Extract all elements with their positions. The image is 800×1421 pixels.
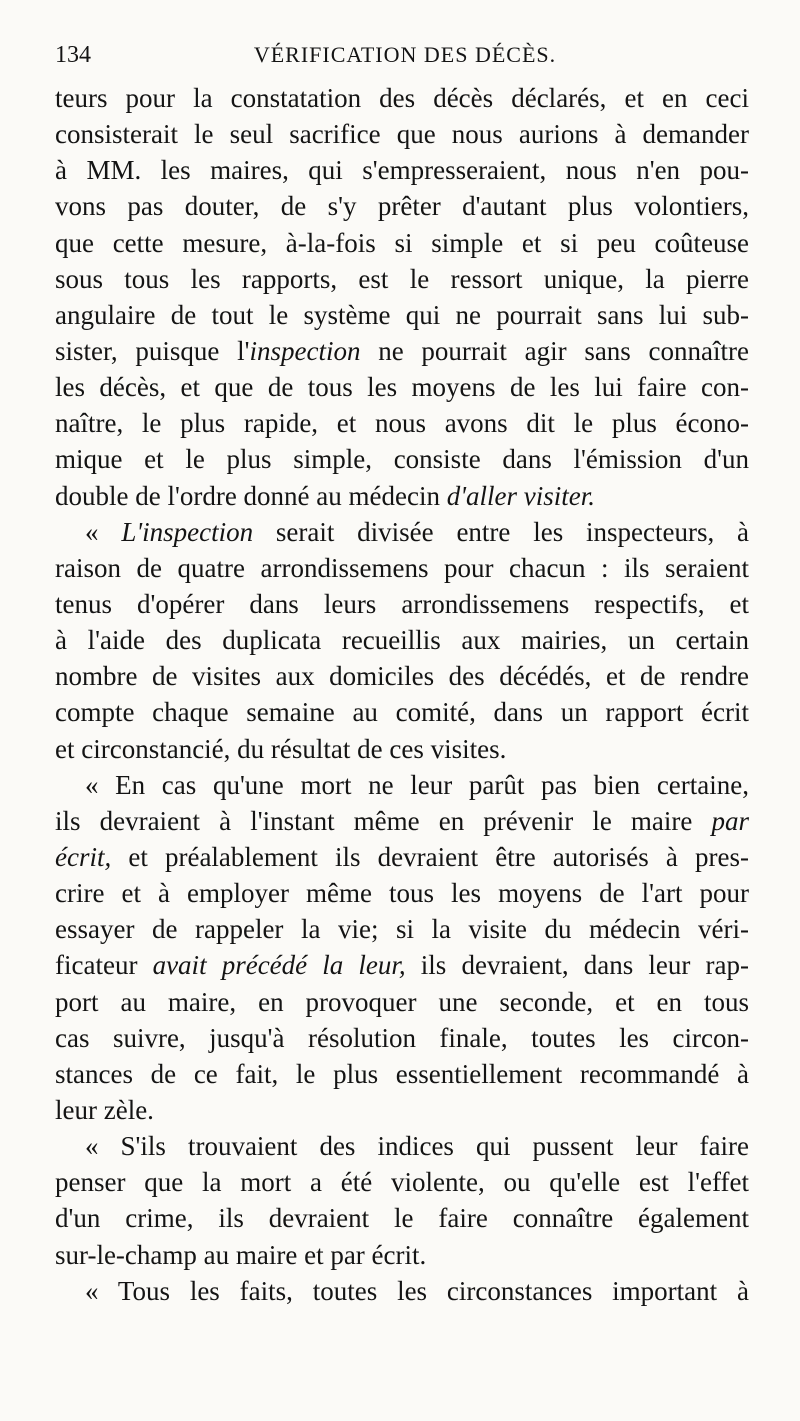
running-title: VÉRIFICATION DES DÉCÈS. — [253, 42, 557, 67]
italic-text: avait précédé la leur, — [152, 950, 406, 981]
text-line — [55, 875, 749, 911]
text-segment: crire et à employer même tous les moyens de l'art pour — [55, 878, 749, 909]
text-line — [55, 658, 749, 694]
text-line — [55, 1020, 749, 1056]
text-segment: ils devraient, dans leur rap- — [405, 950, 749, 981]
body-text — [55, 80, 749, 1309]
text-line — [55, 803, 749, 839]
text-line — [55, 261, 749, 297]
text-segment: sous tous les rapports, est le ressort unique, la pierre — [55, 263, 749, 294]
text-line — [55, 1237, 749, 1273]
italic-text: d'aller visiter. — [446, 480, 595, 511]
text-line — [55, 1128, 749, 1164]
text-segment: sister, puisque l' — [55, 335, 250, 366]
text-segment: « Tous les faits, toutes les circonstances important à — [85, 1275, 749, 1306]
text-line — [55, 947, 749, 983]
text-line — [55, 839, 749, 875]
italic-text: inspection — [249, 335, 361, 366]
italic-text: par — [711, 805, 749, 836]
text-segment: double de l'ordre donné au médecin — [55, 480, 447, 511]
text-line — [55, 405, 749, 441]
text-segment: et circonstancié, du résultat de ces visites. — [55, 733, 507, 764]
text-line — [55, 1164, 749, 1200]
text-segment: « — [85, 516, 122, 547]
text-line — [55, 441, 749, 477]
text-line — [55, 152, 749, 188]
text-line — [55, 478, 749, 514]
text-segment: raison de quatre arrondissemens pour chacun : ils seraient — [55, 552, 749, 583]
text-segment: les décès, et que de tous les moyens de les lui faire con- — [55, 372, 749, 403]
text-segment: teurs pour la constatation des décès déclarés, et en ceci — [55, 83, 749, 113]
text-line — [55, 984, 749, 1020]
text-segment: naître, le plus rapide, et nous avons dit le plus écono- — [55, 408, 749, 439]
text-segment: ficateur — [55, 950, 153, 981]
text-line — [55, 622, 749, 658]
text-segment: essayer de rappeler la vie; si la visite du médecin véri- — [55, 914, 749, 945]
text-segment: nombre de visites aux domiciles des décédés, et de rendre — [55, 661, 749, 692]
text-segment: d'un crime, ils devraient le faire connaître également — [55, 1203, 749, 1234]
text-line — [55, 80, 749, 116]
text-segment: leur zèle. — [55, 1094, 154, 1125]
text-line — [55, 514, 749, 550]
text-line — [55, 1200, 749, 1236]
text-segment: stances de ce fait, le plus essentiellement recommandé à — [55, 1058, 749, 1089]
text-segment: ne pourrait agir sans connaître — [360, 335, 749, 366]
text-line — [55, 369, 749, 405]
text-line — [55, 297, 749, 333]
text-segment: compte chaque semaine au comité, dans un rapport écrit — [55, 697, 749, 728]
text-segment: consisterait le seul sacrifice que nous aurions à demander — [55, 119, 749, 150]
text-segment: penser que la mort a été violente, ou qu'elle est l'effet — [55, 1167, 749, 1198]
text-segment: « En cas qu'une mort ne leur parût pas bien certaine, — [85, 769, 749, 800]
text-line — [55, 116, 749, 152]
text-line — [55, 1092, 749, 1128]
text-line — [55, 767, 749, 803]
text-line — [55, 225, 749, 261]
text-segment: cas suivre, jusqu'à résolution finale, toutes les circon- — [55, 1022, 749, 1053]
text-segment: angulaire de tout le système qui ne pourrait sans lui sub- — [55, 299, 749, 330]
text-segment: ils devraient à l'instant même en prévenir le maire — [55, 805, 712, 836]
text-line — [55, 550, 749, 586]
text-line — [55, 731, 749, 767]
text-segment: vons pas douter, de s'y prêter d'autant plus volontiers, — [55, 191, 749, 222]
italic-text: L'inspection — [121, 516, 254, 547]
text-segment: « S'ils trouvaient des indices qui pussent leur faire — [85, 1131, 749, 1162]
text-line — [55, 586, 749, 622]
text-line — [55, 1273, 749, 1309]
text-segment: à l'aide des duplicata recueillis aux mairies, un certain — [55, 625, 749, 656]
text-segment: à MM. les maires, qui s'empresseraient, nous n'en pou- — [55, 155, 749, 186]
text-line — [55, 1056, 749, 1092]
text-line — [55, 188, 749, 224]
text-line — [55, 694, 749, 730]
page-number: 134 — [55, 42, 91, 68]
text-segment: serait divisée entre les inspecteurs, à — [253, 516, 749, 547]
text-segment: mique et le plus simple, consiste dans l'émission d'un — [55, 444, 749, 475]
text-segment: et préalablement ils devraient être autorisés à pres- — [111, 841, 749, 872]
text-line — [55, 911, 749, 947]
italic-text: écrit, — [55, 841, 112, 872]
page-header — [55, 42, 755, 76]
text-segment: tenus d'opérer dans leurs arrondissemens respectifs, et — [55, 588, 749, 619]
text-segment: port au maire, en provoquer une seconde, et en tous — [55, 986, 749, 1017]
text-segment: sur-le-champ au maire et par écrit. — [55, 1239, 427, 1270]
text-line — [55, 333, 749, 369]
text-segment: que cette mesure, à-la-fois si simple et si peu coûteuse — [55, 227, 749, 258]
